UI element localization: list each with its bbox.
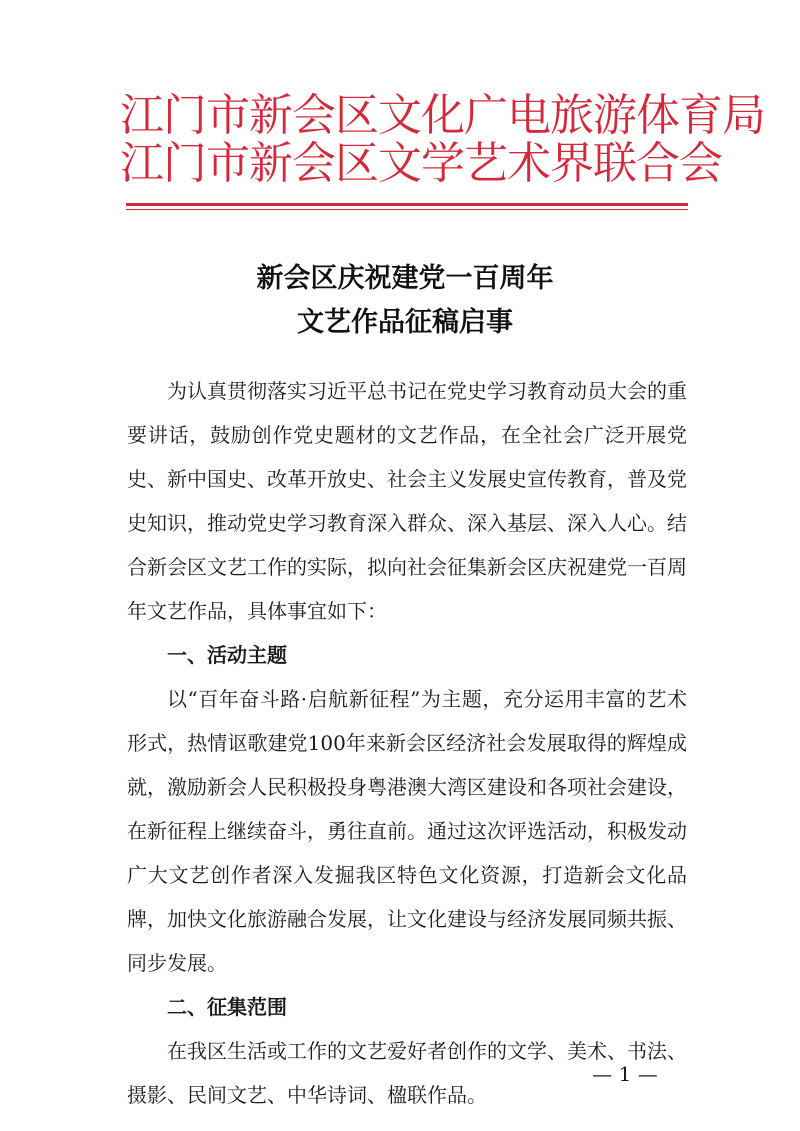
document-title bbox=[110, 257, 700, 345]
page-number: — 1 — bbox=[592, 1062, 658, 1086]
title-line-1: 新会区庆祝建党一百周年 bbox=[256, 263, 554, 294]
letterhead-rule-thin bbox=[126, 209, 688, 210]
document-body bbox=[127, 369, 687, 1117]
title-line-2: 文艺作品征稿启事 bbox=[297, 307, 513, 338]
letterhead-line-1: 江门市新会区文化广电旅游体育局 bbox=[120, 90, 765, 141]
intro-paragraph: 为认真贯彻落实习近平总书记在党史学习教育动员大会的重要讲话，鼓励创作党史题材的文艺作品，在全社会广泛开展党史、新中国史、改革开放史、社会主义发展史宣传教育，普及党史知识，推动党史学习教育深入群众、深入基层、深入人心。结合新会区文艺工作的实际，拟向社会征集新会区庆祝建党一百周年文艺作品，具体事宜如下： bbox=[127, 379, 687, 623]
section-heading-theme: 一、活动主题 bbox=[167, 643, 287, 667]
section-heading-scope: 二、征集范围 bbox=[167, 995, 287, 1019]
letterhead bbox=[120, 90, 765, 189]
letterhead-line-2: 江门市新会区文学艺术界联合会 bbox=[120, 138, 722, 189]
letterhead-rule-thick bbox=[126, 203, 688, 206]
section-paragraph-scope: 在我区生活或工作的文艺爱好者创作的文学、美术、书法、摄影、民间文艺、中华诗词、楹联作品。 bbox=[127, 1039, 687, 1107]
section-paragraph-theme: 以“百年奋斗路·启航新征程”为主题，充分运用丰富的艺术形式，热情讴歌建党100年来新会区经济社会发展取得的辉煌成就，激励新会人民积极投身粤港澳大湾区建设和各项社会建设，在新征程上继续奋斗，勇往直前。通过这次评选活动，积极发动广大文艺创作者深入发掘我区特色文化资源，打造新会文化品牌，加快文化旅游融合发展，让文化建设与经济发展同频共振、同步发展。 bbox=[127, 687, 687, 975]
